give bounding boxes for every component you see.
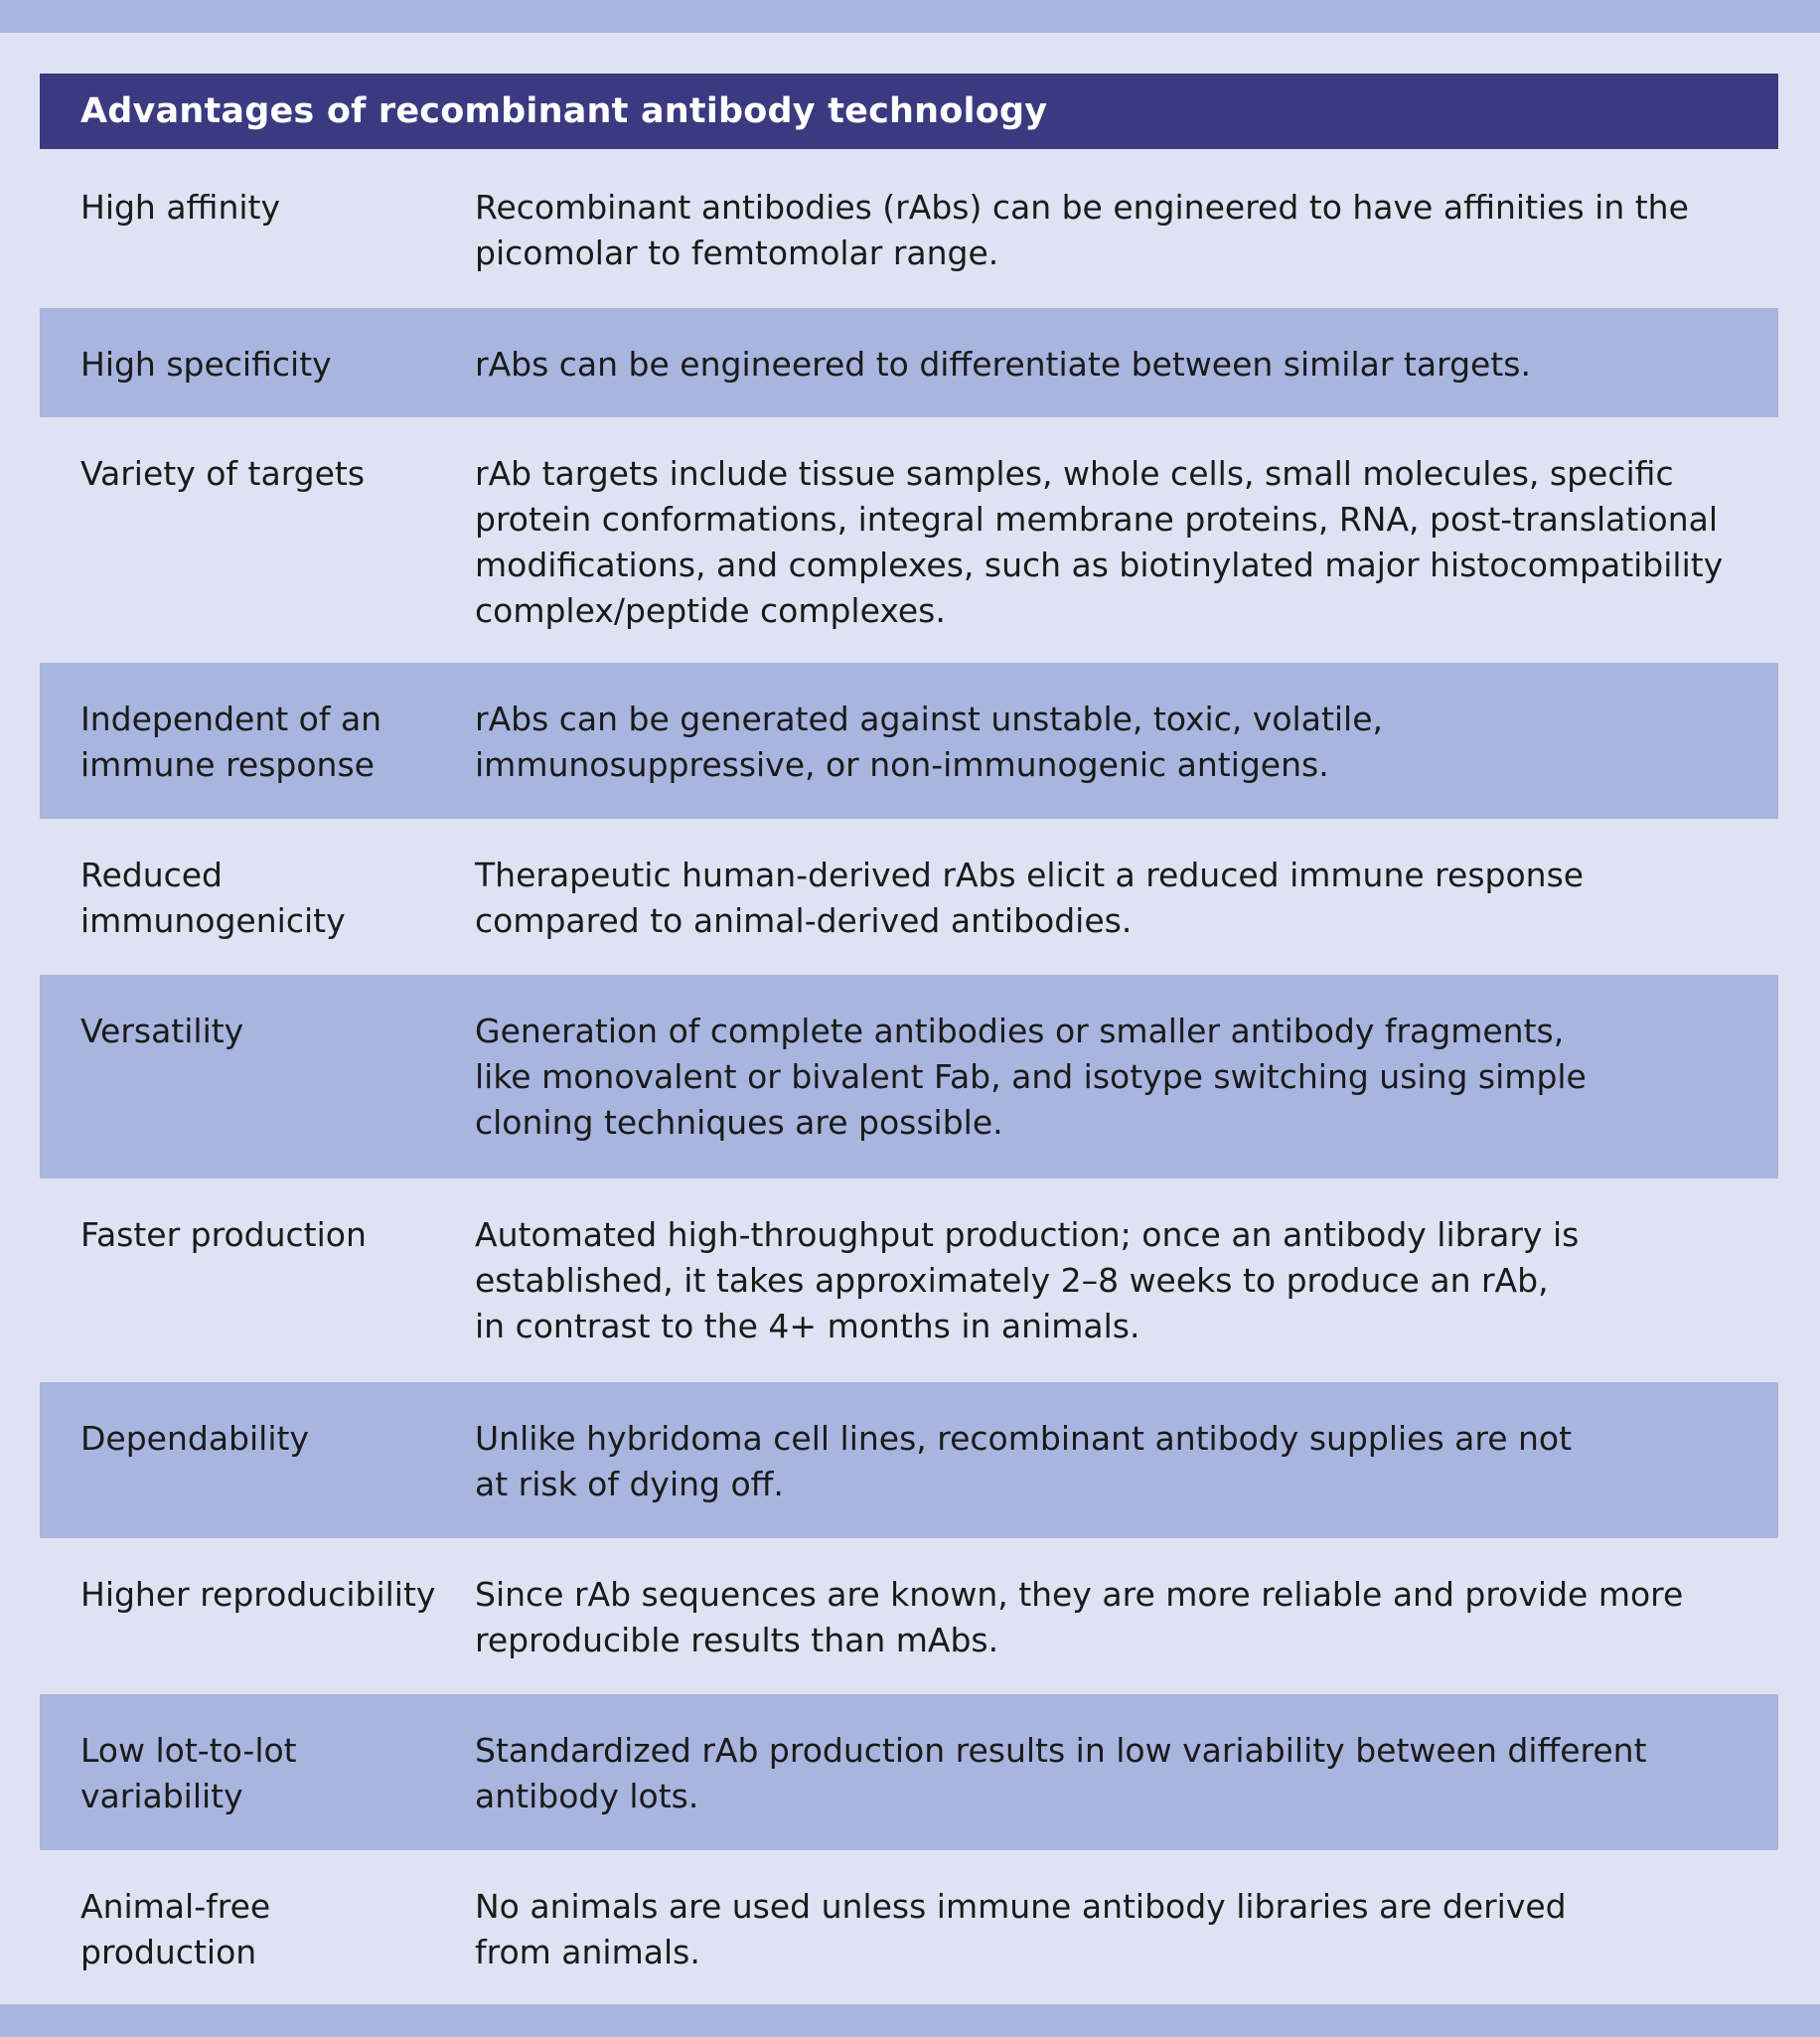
row-description: rAbs can be engineered to differentiate between similar targets. bbox=[475, 345, 1531, 384]
table-body bbox=[40, 149, 1778, 2006]
row-description: Recombinant antibodies (rAbs) can be engineered to have affinities in the picomolar to femtomolar range. bbox=[475, 188, 1689, 272]
table-title-bar bbox=[40, 74, 1778, 149]
row-description: Since rAb sequences are known, they are more reliable and provide more reproducible results than mAbs. bbox=[475, 1575, 1684, 1659]
table-title: Advantages of recombinant antibody technology bbox=[80, 91, 1048, 131]
row-description: Automated high-throughput production; once an antibody library is established, it takes approximately 2–8 weeks to produce an rAb, in contrast to the 4+ months in animals. bbox=[475, 1215, 1580, 1345]
row-description: Unlike hybridoma cell lines, recombinant antibody supplies are not at risk of dying off. bbox=[475, 1419, 1573, 1503]
row-description: rAbs can be generated against unstable, toxic, volatile, immunosuppressive, or non-immunogenic antigens. bbox=[475, 700, 1384, 784]
table-row bbox=[40, 1694, 1778, 1850]
table-row bbox=[40, 417, 1778, 663]
table-row bbox=[40, 1178, 1778, 1382]
row-label: High specificity bbox=[80, 345, 332, 384]
row-label: High affinity bbox=[80, 188, 281, 227]
row-label: Independent of an immune response bbox=[80, 700, 382, 784]
bottom-band bbox=[0, 2004, 1820, 2037]
row-label: Versatility bbox=[80, 1012, 244, 1050]
row-description: Therapeutic human-derived rAbs elicit a reduced immune response compared to animal-derived antibodies. bbox=[475, 856, 1585, 940]
table-row bbox=[40, 1382, 1778, 1538]
row-label: Faster production bbox=[80, 1215, 367, 1254]
table-row bbox=[40, 1538, 1778, 1694]
top-band bbox=[0, 0, 1820, 33]
row-label: Dependability bbox=[80, 1419, 309, 1458]
row-description: Generation of complete antibodies or smaller antibody fragments, like monovalent or bivalent Fab, and isotype switching using simple cloning techniques are possible. bbox=[475, 1012, 1587, 1142]
row-label: Animal-free production bbox=[80, 1887, 271, 1971]
row-label: Reduced immunogenicity bbox=[80, 856, 346, 940]
row-description: rAb targets include tissue samples, whole cells, small molecules, specific protein conformations, integral membrane proteins, RNA, post-translational modifications, and complexes, such as biotinylated major histocompatibility complex/peptide complexes. bbox=[475, 454, 1724, 630]
row-label: Variety of targets bbox=[80, 454, 366, 493]
table-row bbox=[40, 819, 1778, 975]
row-label: Low lot-to-lot variability bbox=[80, 1731, 297, 1815]
row-description: Standardized rAb production results in low variability between different antibody lots. bbox=[475, 1731, 1647, 1815]
table-row bbox=[40, 1850, 1778, 2006]
table-row bbox=[40, 975, 1778, 1178]
row-description: No animals are used unless immune antibody libraries are derived from animals. bbox=[475, 1887, 1567, 1971]
table-row bbox=[40, 663, 1778, 819]
advantages-table bbox=[40, 74, 1778, 2006]
table-row bbox=[40, 149, 1778, 308]
table-row bbox=[40, 308, 1778, 417]
row-label: Higher reproducibility bbox=[80, 1575, 436, 1614]
